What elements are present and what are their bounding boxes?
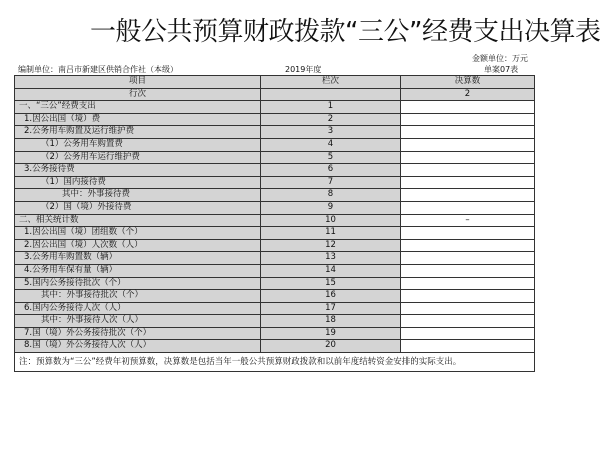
table-row	[15, 302, 535, 315]
row-seq: 20	[261, 340, 401, 353]
row-seq: 1	[261, 101, 401, 114]
form-code: 单案07表	[484, 65, 519, 74]
table-row	[15, 201, 535, 214]
note-row	[15, 353, 535, 372]
row-seq: 9	[261, 201, 401, 214]
header-item: 项目	[15, 76, 261, 89]
table-row	[15, 126, 535, 139]
report-year: 2019年度	[285, 65, 322, 74]
footnote: 注：预算数为“三公”经费年初预算数，决算数是包括当年一般公共预算财政拨款和以前年度结转资金安排的实际支出。	[15, 353, 535, 372]
row-item: 1.因公出国（境）团组数（个）	[15, 227, 261, 240]
row-seq: 6	[261, 164, 401, 177]
row-item: （2）公务用车运行维护费	[15, 151, 261, 164]
row-seq: 2	[261, 113, 401, 126]
table-row	[15, 151, 535, 164]
row-seq: 16	[261, 290, 401, 303]
row-seq: 15	[261, 277, 401, 290]
row-amount	[401, 138, 535, 151]
row-item: 3.公务接待费	[15, 164, 261, 177]
row-seq: 5	[261, 151, 401, 164]
row-item: （1）公务用车购置费	[15, 138, 261, 151]
compiling-unit: 编制单位：南吕市新建区供销合作社（本级）	[18, 65, 178, 74]
row-seq: 7	[261, 176, 401, 189]
row-item: 5.国内公务接待批次（个）	[15, 277, 261, 290]
row-amount	[401, 164, 535, 177]
row-amount	[401, 239, 535, 252]
row-amount	[401, 290, 535, 303]
table-row	[15, 252, 535, 265]
header-amount: 决算数	[401, 76, 535, 89]
table-row	[15, 277, 535, 290]
row-seq: 18	[261, 315, 401, 328]
table-row	[15, 189, 535, 202]
row-amount	[401, 113, 535, 126]
row-amount	[401, 151, 535, 164]
row-amount	[401, 176, 535, 189]
row-item: 1.因公出国（境）费	[15, 113, 261, 126]
row-seq: 4	[261, 138, 401, 151]
row-amount	[401, 101, 535, 114]
table-row	[15, 290, 535, 303]
table-row	[15, 315, 535, 328]
row-amount	[401, 340, 535, 353]
row-amount	[401, 315, 535, 328]
row-amount: –	[401, 214, 535, 227]
row-seq: 11	[261, 227, 401, 240]
row-item: 二、相关统计数	[15, 214, 261, 227]
row-amount	[401, 327, 535, 340]
row-seq: 12	[261, 239, 401, 252]
table-subheader-row	[15, 88, 535, 101]
table-header-row	[15, 76, 535, 89]
table-row	[15, 164, 535, 177]
table-row	[15, 138, 535, 151]
table-row	[15, 239, 535, 252]
row-item: 其中：外事接待费	[15, 189, 261, 202]
row-item: 7.国（境）外公务接待批次（个）	[15, 327, 261, 340]
row-amount	[401, 201, 535, 214]
row-amount	[401, 252, 535, 265]
expenditure-table	[14, 75, 535, 372]
row-label-cell: 行次	[15, 88, 261, 101]
row-item: 一、“三公”经费支出	[15, 101, 261, 114]
row-item: 其中：外事接待批次（个）	[15, 290, 261, 303]
row-item: 2.公务用车购置及运行维护费	[15, 126, 261, 139]
row-item: 6.国内公务接待人次（人）	[15, 302, 261, 315]
table-row	[15, 227, 535, 240]
table-row	[15, 214, 535, 227]
row-seq: 14	[261, 264, 401, 277]
report-title: 一般公共预算财政拨款“三公”经费支出决算表	[90, 17, 600, 47]
row-amount	[401, 189, 535, 202]
amount-unit: 金额单位：万元	[472, 54, 528, 63]
row-seq: 13	[261, 252, 401, 265]
row-seq: 10	[261, 214, 401, 227]
table-row	[15, 101, 535, 114]
table-row	[15, 176, 535, 189]
row-item: 2.因公出国（境）人次数（人）	[15, 239, 261, 252]
row-seq: 17	[261, 302, 401, 315]
row-amount	[401, 126, 535, 139]
row-label-blank	[261, 88, 401, 101]
row-item: 4.公务用车保有量（辆）	[15, 264, 261, 277]
row-amount	[401, 277, 535, 290]
table-row	[15, 327, 535, 340]
amount-seq-cell: 2	[401, 88, 535, 101]
row-amount	[401, 227, 535, 240]
row-item: （2）国（境）外接待费	[15, 201, 261, 214]
row-amount	[401, 302, 535, 315]
row-item: 8.国（境）外公务接待人次（人）	[15, 340, 261, 353]
row-item: （1）国内接待费	[15, 176, 261, 189]
row-amount	[401, 264, 535, 277]
row-seq: 19	[261, 327, 401, 340]
row-item: 3.公务用车购置数（辆）	[15, 252, 261, 265]
table-row	[15, 113, 535, 126]
row-seq: 8	[261, 189, 401, 202]
table-row	[15, 264, 535, 277]
header-seq: 栏次	[261, 76, 401, 89]
row-item: 其中：外事接待人次（人）	[15, 315, 261, 328]
row-seq: 3	[261, 126, 401, 139]
table-row	[15, 340, 535, 353]
